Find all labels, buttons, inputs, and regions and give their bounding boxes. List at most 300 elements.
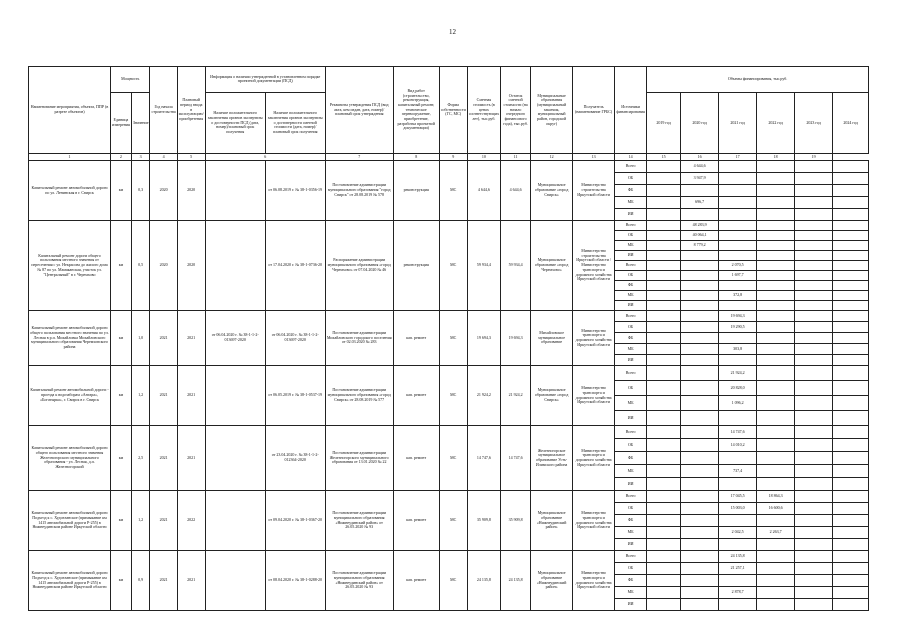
funding-source-cell: ФБ <box>615 575 647 587</box>
header-docs-expert: Наличие положительного заключения органов экспертизы о достоверности сметной стоимости (дата, номер)/плановый срок получения <box>265 92 325 153</box>
funding-2021-cell: 20 828,0 <box>719 381 757 396</box>
funding-2020-cell <box>681 281 719 291</box>
unit-cell: км <box>111 221 132 311</box>
funding-source-cell: ФБ <box>615 515 647 527</box>
funding-2020-cell <box>681 426 719 439</box>
funding-2024-cell <box>833 355 869 366</box>
funding-source-cell: ОБ <box>615 173 647 185</box>
municipality-cell: Железногорское муниципальное образование Усть-Илимского района <box>531 426 573 491</box>
psd-conclusion-cell <box>205 161 265 221</box>
funding-2023-cell <box>795 291 833 301</box>
remaining-cost-cell: 14 747,6 <box>501 426 531 491</box>
funding-source-cell: Всего <box>615 551 647 563</box>
funding-source-cell: ФБ <box>615 333 647 344</box>
funding-2022-cell <box>757 281 795 291</box>
column-number: 8 <box>393 154 439 161</box>
header-customer: Муниципальные образования (муниципальный заказчик, муниципальный район, городской округ) <box>531 67 573 154</box>
year-end-cell: 2021 <box>177 366 205 426</box>
funding-2023-cell <box>795 221 833 231</box>
funding-2019-cell <box>647 197 681 209</box>
psd-approval-cell: Постановление администрации муниципального образования «Нижнеудинский район» от 26.05.2020 № 93 <box>325 551 393 611</box>
funding-2019-cell <box>647 563 681 575</box>
column-number: 16 <box>681 154 719 161</box>
funding-2022-cell <box>757 231 795 241</box>
funding-2019-cell <box>647 231 681 241</box>
table-row <box>29 221 869 231</box>
header-year: 2019 год <box>647 92 681 153</box>
funding-2019-cell <box>647 396 681 411</box>
estimate-conclusion-cell: от 06.04.2020 г. № 38-1-1-2-013697-2020 <box>265 311 325 366</box>
funding-source-cell: ИИ <box>615 478 647 491</box>
funding-2021-cell <box>719 209 757 221</box>
funding-2019-cell <box>647 551 681 563</box>
funding-2021-cell: 372,8 <box>719 291 757 301</box>
funding-2023-cell <box>795 231 833 241</box>
funding-2020-cell <box>681 333 719 344</box>
recipient-cell: Министерство транспорта и дорожного хозяйства Иркутской области <box>573 366 615 426</box>
funding-2022-cell <box>757 241 795 251</box>
table-row <box>29 311 869 322</box>
funding-2023-cell <box>795 515 833 527</box>
funding-source-cell: ФБ <box>615 281 647 291</box>
funding-2019-cell <box>647 439 681 452</box>
funding-2022-cell <box>757 221 795 231</box>
funding-2019-cell <box>647 271 681 281</box>
column-number: 3 <box>131 154 150 161</box>
funding-source-cell: ОБ <box>615 563 647 575</box>
funding-source-cell: МБ <box>615 291 647 301</box>
column-number: 10 <box>467 154 500 161</box>
funding-2020-cell <box>681 551 719 563</box>
funding-2020-cell <box>681 563 719 575</box>
funding-2022-cell: 18 864,3 <box>757 491 795 503</box>
funding-2023-cell <box>795 426 833 439</box>
estimated-cost-cell: 4 644,6 <box>467 161 500 221</box>
funding-2024-cell <box>833 439 869 452</box>
unit-cell: км <box>111 551 132 611</box>
column-number: 12 <box>531 154 573 161</box>
funding-2023-cell <box>795 491 833 503</box>
work-type-cell: кап. ремонт <box>393 551 439 611</box>
funding-2019-cell <box>647 411 681 426</box>
funding-source-cell: ИИ <box>615 539 647 551</box>
funding-2024-cell <box>833 563 869 575</box>
psd-conclusion-cell <box>205 426 265 491</box>
funding-2023-cell <box>795 575 833 587</box>
funding-2020-cell <box>681 261 719 271</box>
table-row <box>29 161 869 173</box>
funding-2020-cell <box>681 366 719 381</box>
year-start-cell: 2020 <box>150 221 177 311</box>
year-end-cell: 2022 <box>177 491 205 551</box>
estimated-cost-cell: 19 694,3 <box>467 311 500 366</box>
value-cell: 1,2 <box>131 491 150 551</box>
year-start-cell: 2020 <box>150 161 177 221</box>
funding-source-cell: МБ <box>615 587 647 599</box>
estimated-cost-cell: 24 135,8 <box>467 551 500 611</box>
header-ownership: Форма собственности (ГС, МС) <box>439 67 467 154</box>
remaining-cost-cell: 35 909,8 <box>501 491 531 551</box>
funding-2023-cell <box>795 396 833 411</box>
funding-2024-cell <box>833 426 869 439</box>
funding-2023-cell <box>795 261 833 271</box>
funding-2023-cell <box>795 563 833 575</box>
header-year-start: Год начала строительства <box>150 67 177 154</box>
funding-source-cell: ИИ <box>615 599 647 611</box>
municipality-cell: Муниципальное образование «город Черемхово» <box>531 221 573 311</box>
funding-2024-cell <box>833 465 869 478</box>
funding-2024-cell <box>833 161 869 173</box>
recipient-cell: Министерство строительства Иркутской области <box>573 161 615 221</box>
estimated-cost-cell: 35 909,8 <box>467 491 500 551</box>
funding-2021-cell <box>719 241 757 251</box>
funding-2021-cell: 14 010,2 <box>719 439 757 452</box>
year-end-cell: 2021 <box>177 551 205 611</box>
ownership-cell: МС <box>439 426 467 491</box>
column-number: 13 <box>573 154 615 161</box>
funding-source-cell: ОБ <box>615 322 647 333</box>
funding-2020-cell: 8 779,2 <box>681 241 719 251</box>
year-end-cell: 2021 <box>177 426 205 491</box>
funding-2024-cell <box>833 333 869 344</box>
unit-cell: км <box>111 366 132 426</box>
header-rem-cost: Остаток сметной стоимости (на начало очередного финансового года), тыс.руб. <box>501 67 531 154</box>
funding-2020-cell <box>681 311 719 322</box>
header-power: Мощность <box>111 67 150 93</box>
funding-2022-cell <box>757 396 795 411</box>
funding-2024-cell <box>833 209 869 221</box>
funding-source-cell: ИИ <box>615 251 647 261</box>
estimated-cost-cell: 14 747,6 <box>467 426 500 491</box>
funding-2022-cell <box>757 539 795 551</box>
funding-2019-cell <box>647 478 681 491</box>
recipient-cell: Министерство транспорта и дорожного хозяйства Иркутской области <box>573 491 615 551</box>
funding-2022-cell <box>757 251 795 261</box>
municipality-cell: Муниципальное образование «город Свирск» <box>531 366 573 426</box>
funding-2022-cell <box>757 411 795 426</box>
funding-2024-cell <box>833 197 869 209</box>
header-year: 2023 год <box>795 92 833 153</box>
funding-2023-cell <box>795 251 833 261</box>
funding-2024-cell <box>833 396 869 411</box>
table-row <box>29 366 869 381</box>
funding-source-cell: ИИ <box>615 209 647 221</box>
funding-2021-cell <box>719 575 757 587</box>
column-number: 9 <box>439 154 467 161</box>
funding-2020-cell <box>681 291 719 301</box>
funding-2024-cell <box>833 344 869 355</box>
funding-2019-cell <box>647 344 681 355</box>
header-est-cost: Сметная стоимость (в ценах соответствующих лет), тыс.руб. <box>467 67 500 154</box>
funding-2021-cell: 24 135,8 <box>719 551 757 563</box>
funding-source-cell: ИИ <box>615 301 647 311</box>
work-type-cell: кап. ремонт <box>393 311 439 366</box>
psd-conclusion-cell <box>205 551 265 611</box>
funding-source-cell: ОБ <box>615 231 647 241</box>
estimate-conclusion-cell: от 17.04.2020 г. № 38-1-0736-20 <box>265 221 325 311</box>
funding-2022-cell <box>757 478 795 491</box>
funding-2022-cell <box>757 197 795 209</box>
funding-2021-cell: 14 747,6 <box>719 426 757 439</box>
funding-2019-cell <box>647 587 681 599</box>
year-start-cell: 2021 <box>150 491 177 551</box>
funding-2023-cell <box>795 527 833 539</box>
column-number: 14 <box>615 154 647 161</box>
funding-2024-cell <box>833 291 869 301</box>
unit-cell: км <box>111 491 132 551</box>
funding-2020-cell <box>681 396 719 411</box>
funding-2023-cell <box>795 465 833 478</box>
column-number: 6 <box>205 154 325 161</box>
funding-source-cell: ОБ <box>615 381 647 396</box>
funding-2021-cell: 17 045,5 <box>719 491 757 503</box>
year-start-cell: 2021 <box>150 366 177 426</box>
year-start-cell: 2021 <box>150 311 177 366</box>
funding-2021-cell: 15 003,0 <box>719 503 757 515</box>
funding-2020-cell <box>681 515 719 527</box>
ownership-cell: МС <box>439 161 467 221</box>
funding-source-cell: МБ <box>615 465 647 478</box>
funding-2024-cell <box>833 539 869 551</box>
estimate-conclusion-cell: от 06.08.2019 г. № 38-1-0356-19 <box>265 161 325 221</box>
header-docs-approval: Реквизиты утверждения ПСД (вид акта, кем издан, дата, номер)/плановый срок утверждения <box>325 67 393 154</box>
funding-2019-cell <box>647 465 681 478</box>
investment-table <box>28 66 869 611</box>
funding-2020-cell: 3 947,9 <box>681 173 719 185</box>
funding-2024-cell <box>833 251 869 261</box>
remaining-cost-cell: 24 135,8 <box>501 551 531 611</box>
funding-2024-cell <box>833 599 869 611</box>
funding-2024-cell <box>833 261 869 271</box>
work-type-cell: кап. ремонт <box>393 491 439 551</box>
funding-2023-cell <box>795 241 833 251</box>
header-year: 2024 год <box>833 92 869 153</box>
page-number: 12 <box>449 28 456 36</box>
estimated-cost-cell: 21 924,2 <box>467 366 500 426</box>
funding-source-cell: ОБ <box>615 503 647 515</box>
header-unit: Единица измерения <box>111 92 132 153</box>
psd-approval-cell: Постановление администрации Михайловского городского поселения от 02.03.2020 № 283 <box>325 311 393 366</box>
funding-2020-cell <box>681 539 719 551</box>
column-number: 4 <box>150 154 177 161</box>
remaining-cost-cell: 19 694,3 <box>501 311 531 366</box>
funding-2019-cell <box>647 301 681 311</box>
funding-2019-cell <box>647 381 681 396</box>
funding-2021-cell <box>719 231 757 241</box>
funding-2019-cell <box>647 221 681 231</box>
funding-2023-cell <box>795 322 833 333</box>
funding-2022-cell <box>757 426 795 439</box>
estimate-conclusion-cell: от 09.04.2020 г. № 38-1-0367-20 <box>265 491 325 551</box>
funding-2019-cell <box>647 251 681 261</box>
funding-2024-cell <box>833 221 869 231</box>
year-start-cell: 2021 <box>150 426 177 491</box>
funding-2024-cell <box>833 478 869 491</box>
object-name: Капитальный ремонт автомобильной дороги - проезда к водозаборам «Ангара», «Богатырка», г. Свирск в г. Свирск <box>29 366 111 426</box>
funding-2024-cell <box>833 503 869 515</box>
funding-2020-cell <box>681 587 719 599</box>
funding-2021-cell <box>719 539 757 551</box>
funding-2021-cell: 19 694,3 <box>719 311 757 322</box>
psd-approval-cell: Распоряжение администрации муниципального образования «город Черемхово» от 07.04.2020 № 46 <box>325 221 393 311</box>
funding-2022-cell <box>757 452 795 465</box>
funding-2023-cell <box>795 333 833 344</box>
funding-2020-cell <box>681 381 719 396</box>
year-end-cell: 2020 <box>177 161 205 221</box>
funding-2019-cell <box>647 539 681 551</box>
header-year: 2022 год <box>757 92 795 153</box>
funding-2021-cell <box>719 452 757 465</box>
funding-2022-cell <box>757 599 795 611</box>
municipality-cell: Михайловское муниципальное образование <box>531 311 573 366</box>
municipality-cell: Муниципальное образование «город Свирск» <box>531 161 573 221</box>
work-type-cell: реконструкция <box>393 221 439 311</box>
funding-2022-cell <box>757 261 795 271</box>
funding-2019-cell <box>647 281 681 291</box>
value-cell: 0,9 <box>131 551 150 611</box>
funding-2021-cell <box>719 197 757 209</box>
funding-2021-cell <box>719 333 757 344</box>
funding-2024-cell <box>833 515 869 527</box>
funding-2019-cell <box>647 261 681 271</box>
funding-2021-cell: 1 697,7 <box>719 271 757 281</box>
funding-source-cell: ФБ <box>615 185 647 197</box>
funding-2021-cell <box>719 355 757 366</box>
funding-2019-cell <box>647 173 681 185</box>
header-work-type: Вид работ (строительство, реконструкция, капитальный ремонт, техническое перевооружение, приобретение, разработка проектной документации) <box>393 67 439 154</box>
header-recipient: Получатель (наименование ГРБС) <box>573 67 615 154</box>
funding-2019-cell <box>647 291 681 301</box>
funding-source-cell: ОБ <box>615 439 647 452</box>
funding-2022-cell <box>757 301 795 311</box>
funding-2023-cell <box>795 452 833 465</box>
table-row <box>29 551 869 563</box>
value-cell: 0,3 <box>131 161 150 221</box>
unit-cell: км <box>111 161 132 221</box>
psd-approval-cell: Постановление администрации муниципального образования "город Свирск" от 28.08.2019 № 578 <box>325 161 393 221</box>
ownership-cell: МС <box>439 366 467 426</box>
funding-2023-cell <box>795 439 833 452</box>
funding-2022-cell: 2 263,7 <box>757 527 795 539</box>
work-type-cell: кап. ремонт <box>393 426 439 491</box>
funding-source-cell: Всего <box>615 426 647 439</box>
funding-2023-cell <box>795 161 833 173</box>
estimate-conclusion-cell: от 06.05.2019 г. № 38-1-0537-19 <box>265 366 325 426</box>
funding-2023-cell <box>795 355 833 366</box>
funding-2024-cell <box>833 491 869 503</box>
funding-2019-cell <box>647 575 681 587</box>
object-name: Капитальный ремонт автомобильной дороги Подъезд к с. Худоеланское (примыкание км 1415 автомобильной дороги Р-255) в Нижнеудинском районе Иркутской области <box>29 491 111 551</box>
header-year-end: Плановый период ввода в эксплуатацию/приобретения <box>177 67 205 154</box>
funding-2021-cell <box>719 599 757 611</box>
funding-2020-cell <box>681 503 719 515</box>
funding-2021-cell: 2 070,5 <box>719 261 757 271</box>
funding-2021-cell <box>719 301 757 311</box>
funding-2020-cell <box>681 322 719 333</box>
ownership-cell: МС <box>439 311 467 366</box>
funding-2021-cell <box>719 185 757 197</box>
funding-2022-cell <box>757 515 795 527</box>
funding-2021-cell: 19 290,5 <box>719 322 757 333</box>
funding-2020-cell <box>681 439 719 452</box>
funding-2024-cell <box>833 301 869 311</box>
funding-2022-cell <box>757 161 795 173</box>
unit-cell: км <box>111 311 132 366</box>
funding-2024-cell <box>833 271 869 281</box>
funding-2022-cell <box>757 173 795 185</box>
ownership-cell: МС <box>439 551 467 611</box>
funding-2024-cell <box>833 411 869 426</box>
work-type-cell: кап. ремонт <box>393 366 439 426</box>
psd-conclusion-cell <box>205 491 265 551</box>
funding-2020-cell <box>681 527 719 539</box>
recipient-cell: Министерство транспорта и дорожного хозяйства Иркутской области <box>573 311 615 366</box>
funding-2023-cell <box>795 478 833 491</box>
funding-2020-cell <box>681 452 719 465</box>
ownership-cell: МС <box>439 491 467 551</box>
funding-2024-cell <box>833 575 869 587</box>
funding-2024-cell <box>833 366 869 381</box>
year-start-cell: 2021 <box>150 551 177 611</box>
funding-2020-cell <box>681 251 719 261</box>
value-cell: 2,5 <box>131 426 150 491</box>
funding-2024-cell <box>833 587 869 599</box>
funding-2021-cell: 303,8 <box>719 344 757 355</box>
value-cell: 1,2 <box>131 366 150 426</box>
year-end-cell: 2020 <box>177 221 205 311</box>
funding-2022-cell <box>757 291 795 301</box>
funding-2019-cell <box>647 161 681 173</box>
funding-2024-cell <box>833 173 869 185</box>
funding-2022-cell <box>757 322 795 333</box>
funding-2022-cell <box>757 185 795 197</box>
header-value: Значение <box>131 92 150 153</box>
funding-2019-cell <box>647 241 681 251</box>
recipient-cell: Министерство строительства Иркутской области / Министерство транспорта и дорожного хозяйства Иркутской области <box>573 221 615 311</box>
year-end-cell: 2021 <box>177 311 205 366</box>
column-number: 5 <box>177 154 205 161</box>
funding-2023-cell <box>795 344 833 355</box>
work-type-cell: реконструкция <box>393 161 439 221</box>
table-row <box>29 426 869 439</box>
recipient-cell: Министерство транспорта и дорожного хозяйства Иркутской области <box>573 551 615 611</box>
recipient-cell: Министерство транспорта и дорожного хозяйства Иркутской области <box>573 426 615 491</box>
funding-2020-cell <box>681 209 719 221</box>
psd-approval-cell: Постановление администрации Железногорского муниципального образования от 13.01.2020 № 22 <box>325 426 393 491</box>
funding-2020-cell: 696,7 <box>681 197 719 209</box>
funding-source-cell: МБ <box>615 241 647 251</box>
funding-2023-cell <box>795 197 833 209</box>
funding-2021-cell: 737,4 <box>719 465 757 478</box>
funding-2022-cell <box>757 366 795 381</box>
funding-source-cell: МБ <box>615 344 647 355</box>
column-number-row <box>29 154 869 161</box>
funding-2022-cell <box>757 551 795 563</box>
funding-2019-cell <box>647 322 681 333</box>
object-name: Капитальный ремонт автомобильной дороги общего пользования местного значения по ул. Лесная в р.п. Михайловка Михайловского муниципального образования Черемховского района <box>29 311 111 366</box>
funding-2024-cell <box>833 551 869 563</box>
funding-2022-cell <box>757 563 795 575</box>
object-name: Капитальный ремонт автомобильной дороги общего пользования местного значения Железногорского муниципального образования - ул. Лесная, д.п. Железногорский <box>29 426 111 491</box>
funding-2024-cell <box>833 322 869 333</box>
municipality-cell: Муниципальное образование «Нижнеудинский район» <box>531 491 573 551</box>
funding-2019-cell <box>647 311 681 322</box>
header-name: Наименование мероприятия, объекта, ППР (в разрезе объектов) <box>29 67 111 154</box>
funding-2019-cell <box>647 452 681 465</box>
funding-2023-cell <box>795 311 833 322</box>
funding-2021-cell <box>719 161 757 173</box>
funding-2020-cell <box>681 491 719 503</box>
